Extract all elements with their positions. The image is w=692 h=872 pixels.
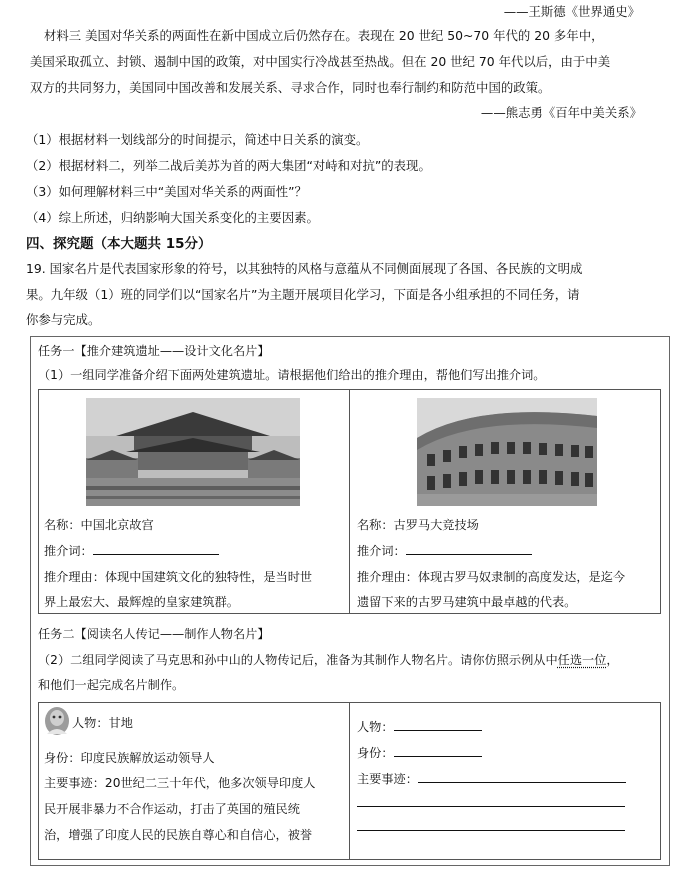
q19-line2: 果。九年级（1）班的同学们以“国家名片”为主题开展项目化学习，下面是各小组承担的不同任务，请	[26, 287, 580, 302]
question-1: （1）根据材料一划线部分的时间提示，简述中日关系的演变。	[26, 132, 369, 147]
palace-words-label: 推介词：	[44, 544, 93, 558]
identity-label: 身份：	[357, 746, 394, 760]
colosseum-photo	[417, 398, 597, 506]
deeds-blank-2[interactable]	[357, 806, 625, 807]
forbidden-city-photo	[86, 398, 300, 506]
palace-reason-1: 推介理由：体现中国建筑文化的独特性，是当时世	[44, 570, 313, 584]
palace-words-blank[interactable]	[93, 544, 219, 555]
person-label: 人物：	[357, 720, 394, 734]
colosseum-words-label: 推介词：	[357, 544, 406, 558]
question-3: （3）如何理解材料三中“美国对华关系的两面性”？	[26, 184, 307, 199]
question-2: （2）根据材料二，列举二战后美苏为首的两大集团“对峙和对抗”的表现。	[26, 158, 431, 173]
task2-instruction-a: （2）二组同学阅读了马克思和孙中山的人物传记后，准备为其制作人物名片。请你仿照示例从中	[38, 653, 558, 667]
source-wang: ——王斯德《世界通史》	[503, 4, 640, 19]
task1-title: 任务一【推介建筑遗址——设计文化名片】	[38, 344, 270, 358]
task2-instruction-2: 和他们一起完成名片制作。	[38, 678, 185, 692]
material3-line3: 双方的共同努力，美国同中国改善和发展关系、寻求合作，同时也奉行制约和防范中国的政策。	[30, 80, 551, 95]
identity-blank[interactable]	[394, 746, 482, 757]
gandhi-person: 人物：甘地	[72, 716, 133, 730]
palace-reason-2: 界上最宏大、最辉煌的皇家建筑群。	[44, 595, 239, 609]
gandhi-identity: 身份：印度民族解放运动领导人	[44, 751, 215, 765]
colosseum-words-row	[357, 542, 532, 560]
section-title: 四、探究题（本大题共 15分）	[26, 236, 212, 252]
question-4: （4）综上所述，归纳影响大国关系变化的主要因素。	[26, 210, 319, 225]
source-xiong: ——熊志勇《百年中美关系》	[480, 105, 642, 120]
gandhi-deeds-3: 治，增强了印度人民的民族自尊心和自信心，被誉	[44, 828, 313, 842]
deeds-row	[357, 770, 626, 788]
q19-line1: 19. 国家名片是代表国家形象的符号，以其独特的风格与意蕴从不同侧面展现了各国、各民族的文明成	[26, 261, 583, 276]
person-row	[357, 718, 482, 736]
palace-words-row	[44, 542, 219, 560]
task2-instruction-emphasis: 任选一位	[557, 653, 607, 667]
palace-name: 名称：中国北京故宫	[44, 518, 154, 532]
colosseum-reason-1: 推介理由：体现古罗马奴隶制的高度发达，是迄今	[357, 570, 626, 584]
colosseum-reason-2: 遗留下来的古罗马建筑中最卓越的代表。	[357, 595, 577, 609]
material3-line2: 美国采取孤立、封锁、遏制中国的政策，对中国实行冷战甚至热战。但在 20 世纪 70 年代以后，由于中美	[30, 54, 611, 69]
identity-row	[357, 744, 482, 762]
deeds-label: 主要事迹：	[357, 772, 418, 786]
material3-line1: 材料三 美国对华关系的两面性在新中国成立后仍然存在。表现在 20 世纪 50~70 年代的 20 多年中，	[44, 28, 604, 43]
deeds-blank-1[interactable]	[418, 772, 626, 783]
gandhi-deeds-1: 主要事迹：20世纪二三十年代，他多次领导印度人	[44, 776, 316, 790]
deeds-blank-3[interactable]	[357, 830, 625, 831]
task2-instruction	[38, 651, 619, 669]
q19-line3: 你参与完成。	[26, 312, 101, 327]
colosseum-words-blank[interactable]	[406, 544, 532, 555]
gandhi-portrait	[44, 706, 70, 736]
task1-instruction: （1）一组同学准备介绍下面两处建筑遗址。请根据他们给出的推介理由，帮他们写出推介词。	[38, 368, 546, 382]
gandhi-deeds-2: 民开展非暴力不合作运动，打击了英国的殖民统	[44, 802, 300, 816]
colosseum-name: 名称：古罗马大竞技场	[357, 518, 479, 532]
task2-title: 任务二【阅读名人传记——制作人物名片】	[38, 627, 270, 641]
person-blank[interactable]	[394, 720, 482, 731]
task2-instruction-b: ，	[606, 653, 619, 667]
